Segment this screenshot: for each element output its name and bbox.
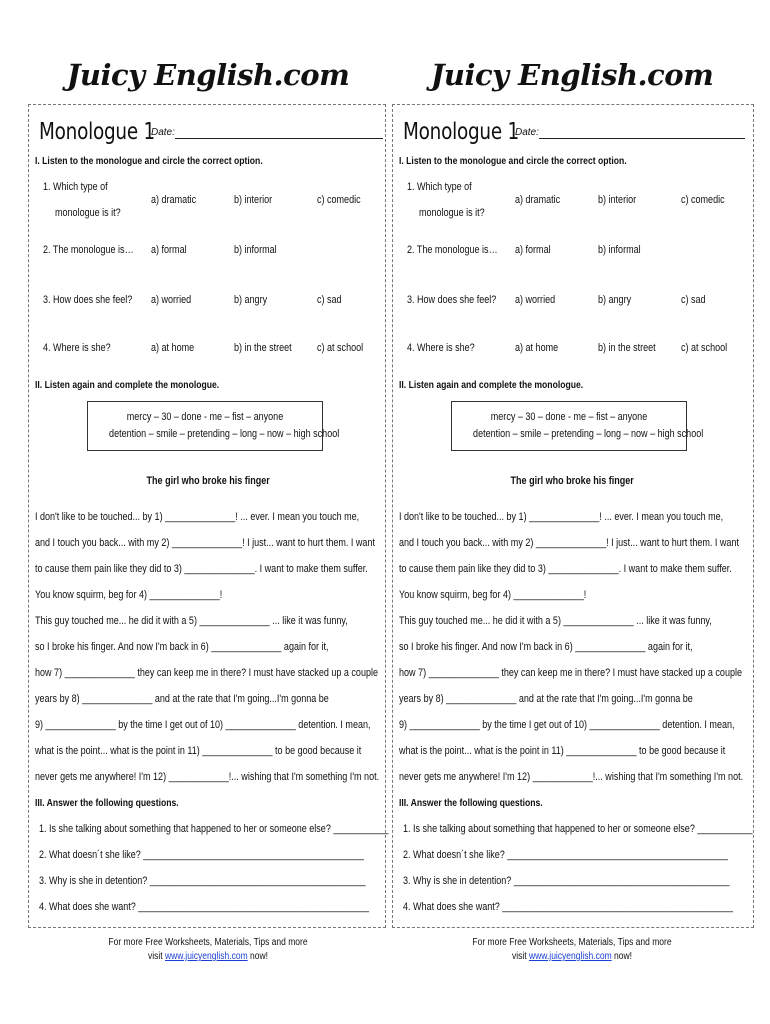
section3-heading: III. Answer the following questions. [35, 797, 179, 809]
footer-visit: visit www.juicyenglish.com now! [511, 951, 632, 962]
page-title: Monologue 1 [403, 119, 519, 145]
option-b[interactable]: b) interior [234, 194, 273, 206]
word-bank-line: mercy – 30 – done - me – fist – anyone [126, 411, 284, 423]
worksheet-left [28, 0, 388, 1024]
story-line: 9) ______________ by the time I get out of 10) ______________ detention. I mean, [35, 719, 371, 731]
footer-text: For more Free Worksheets, Materials, Tips and more [108, 937, 308, 948]
option-b[interactable]: b) angry [598, 294, 632, 306]
option-c[interactable]: c) sad [317, 294, 342, 306]
word-bank-line: detention – smile – pretending – long – now – high school [109, 428, 340, 440]
story-line: to cause them pain like they did to 3) ______________. I want to make them suffer. [399, 563, 732, 575]
brand-logo: Juicy English.com [430, 58, 714, 92]
question-2-text: 2. The monologue is… [43, 244, 134, 256]
page-title: Monologue 1 [39, 119, 155, 145]
story-line: years by 8) ______________ and at the rate that I'm going...I'm gonna be [35, 693, 329, 705]
website-link[interactable]: www.juicyenglish.com [528, 951, 612, 962]
section2-heading: II. Listen again and complete the monologue. [35, 379, 220, 391]
answer-question: 4. What does she want? ______________________________________________ [39, 901, 370, 913]
website-link[interactable]: www.juicyenglish.com [164, 951, 248, 962]
question-3-text: 3. How does she feel? [407, 294, 497, 306]
story-line: and I touch you back... with my 2) ______________! I just... want to hurt them. I want [399, 537, 739, 549]
option-c[interactable]: c) at school [681, 342, 728, 354]
option-b[interactable]: b) informal [234, 244, 277, 256]
word-bank-line: mercy – 30 – done - me – fist – anyone [490, 411, 648, 423]
story-title: The girl who broke his finger [510, 475, 634, 487]
option-a[interactable]: a) dramatic [515, 194, 561, 206]
story-line: I don't like to be touched... by 1) ______________! ... ever. I mean you touch me, [35, 511, 360, 523]
option-b[interactable]: b) informal [598, 244, 641, 256]
story-line: so I broke his finger. And now I'm back in 6) ______________ again for it, [399, 641, 693, 653]
option-a[interactable]: a) at home [515, 342, 559, 354]
question-1-text-cont: monologue is it? [55, 207, 121, 219]
story-line: how 7) ______________ they can keep me in there? I must have stacked up a couple [399, 667, 743, 679]
date-label: Date: [151, 127, 175, 138]
option-c[interactable]: c) comedic [681, 194, 725, 206]
answer-question: 2. What doesn´t she like? ____________________________________________ [39, 849, 365, 861]
story-line: and I touch you back... with my 2) ______________! I just... want to hurt them. I want [35, 537, 375, 549]
story-line: You know squirm, beg for 4) ______________! [399, 589, 587, 601]
question-1-text-cont: monologue is it? [419, 207, 485, 219]
story-line: what is the point... what is the point in 11) ______________ to be good because it [399, 745, 726, 757]
option-a[interactable]: a) worried [151, 294, 192, 306]
option-c[interactable]: c) comedic [317, 194, 361, 206]
worksheet-right [392, 0, 752, 1024]
section3-heading: III. Answer the following questions. [399, 797, 543, 809]
option-c[interactable]: c) sad [681, 294, 706, 306]
date-field-line[interactable] [175, 138, 383, 139]
answer-question: 3. Why is she in detention? ___________________________________________ [403, 875, 730, 887]
footer [392, 936, 752, 964]
story-line: never gets me anywhere! I'm 12) ____________!... wishing that I'm something I'm not. [35, 771, 380, 783]
story-line: You know squirm, beg for 4) ______________! [35, 589, 223, 601]
story-line: I don't like to be touched... by 1) ______________! ... ever. I mean you touch me, [399, 511, 724, 523]
option-a[interactable]: a) formal [515, 244, 551, 256]
story-line: This guy touched me... he did it with a 5) ______________ ... like it was funny, [35, 615, 348, 627]
word-bank-line: detention – smile – pretending – long – now – high school [473, 428, 704, 440]
option-b[interactable]: b) interior [598, 194, 637, 206]
section1-heading: I. Listen to the monologue and circle the correct option. [35, 155, 263, 167]
story-line: what is the point... what is the point in 11) ______________ to be good because it [35, 745, 362, 757]
word-bank [451, 401, 704, 451]
story-line: to cause them pain like they did to 3) ______________. I want to make them suffer. [35, 563, 368, 575]
question-4-text: 4. Where is she? [43, 342, 111, 354]
option-b[interactable]: b) in the street [598, 342, 656, 354]
story-title: The girl who broke his finger [146, 475, 270, 487]
footer [28, 936, 388, 964]
story-line: how 7) ______________ they can keep me in there? I must have stacked up a couple [35, 667, 379, 679]
story-line: so I broke his finger. And now I'm back in 6) ______________ again for it, [35, 641, 329, 653]
footer-text: For more Free Worksheets, Materials, Tips and more [472, 937, 672, 948]
section2-heading: II. Listen again and complete the monologue. [399, 379, 584, 391]
option-a[interactable]: a) worried [515, 294, 556, 306]
section1-heading: I. Listen to the monologue and circle the correct option. [399, 155, 627, 167]
brand-logo: Juicy English.com [66, 58, 350, 92]
answer-question: 1. Is she talking about something that happened to her or someone else? ___________ [39, 823, 389, 835]
answer-question: 3. Why is she in detention? ___________________________________________ [39, 875, 366, 887]
question-3-text: 3. How does she feel? [43, 294, 133, 306]
worksheet-sheet [28, 104, 389, 928]
option-b[interactable]: b) in the street [234, 342, 292, 354]
story-line: 9) ______________ by the time I get out of 10) ______________ detention. I mean, [399, 719, 735, 731]
footer-visit: visit www.juicyenglish.com now! [147, 951, 268, 962]
date-label: Date: [515, 127, 539, 138]
option-a[interactable]: a) formal [151, 244, 187, 256]
question-1-text: 1. Which type of [407, 181, 472, 193]
word-bank [87, 401, 340, 451]
option-a[interactable]: a) at home [151, 342, 195, 354]
story-line: never gets me anywhere! I'm 12) ____________!... wishing that I'm something I'm not. [399, 771, 744, 783]
story-line: years by 8) ______________ and at the rate that I'm going...I'm gonna be [399, 693, 693, 705]
answer-question: 1. Is she talking about something that happened to her or someone else? ___________ [403, 823, 753, 835]
question-4-text: 4. Where is she? [407, 342, 475, 354]
worksheet-sheet [392, 104, 754, 928]
option-b[interactable]: b) angry [234, 294, 268, 306]
answer-question: 2. What doesn´t she like? ____________________________________________ [403, 849, 729, 861]
answer-question: 4. What does she want? ______________________________________________ [403, 901, 734, 913]
option-a[interactable]: a) dramatic [151, 194, 197, 206]
question-1-text: 1. Which type of [43, 181, 108, 193]
story-line: This guy touched me... he did it with a 5) ______________ ... like it was funny, [399, 615, 712, 627]
date-field-line[interactable] [539, 138, 745, 139]
option-c[interactable]: c) at school [317, 342, 364, 354]
question-2-text: 2. The monologue is… [407, 244, 498, 256]
